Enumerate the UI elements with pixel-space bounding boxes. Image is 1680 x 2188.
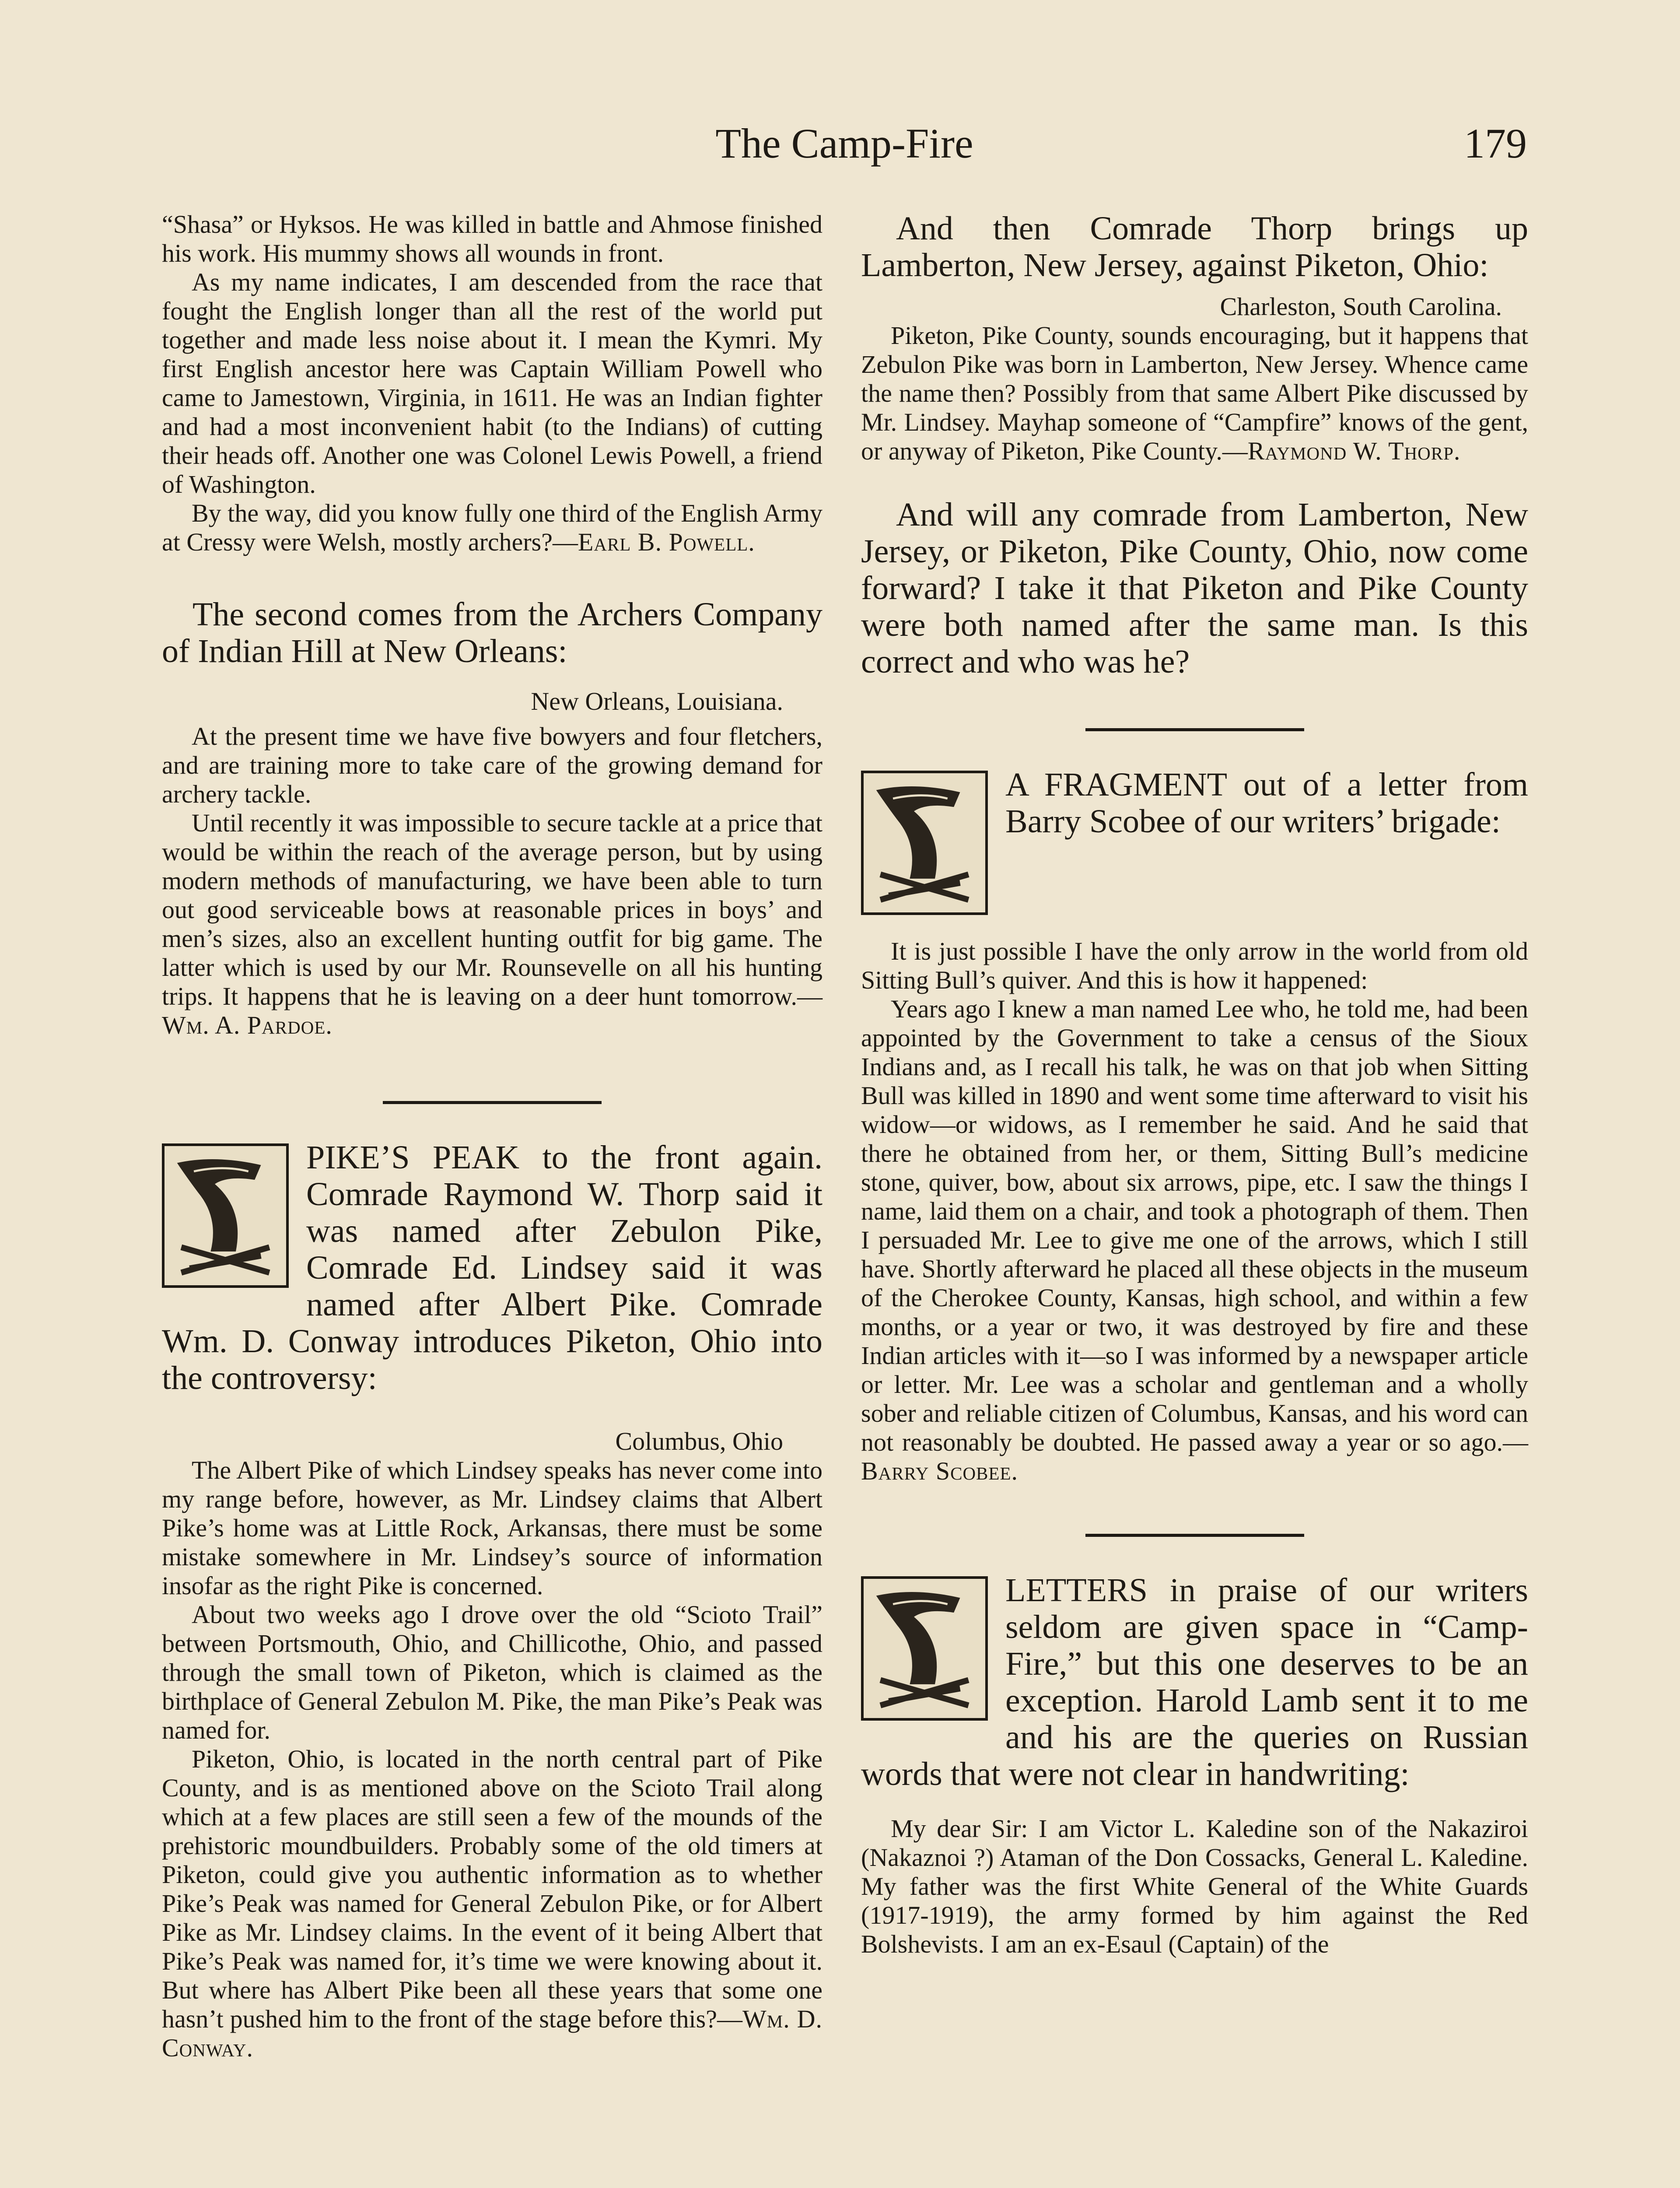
page-header-title: The Camp-Fire bbox=[715, 120, 973, 167]
section-divider bbox=[1085, 1534, 1304, 1537]
paragraph: At the present time we have five bowyers and four fletchers, and are training more to take care of the growing demand for archery tackle. bbox=[162, 722, 822, 808]
dateline: Charleston, South Carolina. bbox=[1220, 292, 1502, 321]
campfire-dropcap-icon bbox=[861, 771, 988, 915]
paragraph: Piketon, Pike County, sounds encouraging, but it happens that Zebulon Pike was born in Lamberton, New Jersey. Whence came the name then? Possibly from that same Albert Pike discussed by Mr. Lindsey. Mayhap someone of “Campfire” knows of the gent, or anyway of Piketon, Pike County.—Raymond W. Thorp. bbox=[861, 321, 1528, 465]
right-column bbox=[861, 210, 1528, 1959]
paragraph: By the way, did you know fully one third of the English Army at Cressy were Welsh, mostly archers?—Earl B. Powell. bbox=[162, 499, 822, 556]
signature: Barry Scobee. bbox=[861, 1457, 1018, 1485]
section-divider bbox=[383, 1101, 602, 1104]
paragraph: Piketon, Ohio, is located in the north central part of Pike County, and is as mentioned above on the Scioto Trail along which at a few places are still seen a few of the mounds of the prehistoric moundbuilders. Probably some of the old timers at Piketon, could give you authentic information as to whether Pike’s Peak was named for General Zebulon Pike, or for Albert Pike as Mr. Lindsey claims. In the event of it being Albert that Pike’s Peak was named for, it’s time we were knowing about it. But where has Albert Pike been all these years that some one hasn’t pushed him to the front of the stage before this?—Wm. D. Conway. bbox=[162, 1745, 822, 2062]
paragraph: The Albert Pike of which Lindsey speaks has never come into my range before, however, as Mr. Lindsey claims that Albert Pike’s home was at Little Rock, Arkansas, there must be some mistake somewhere in Mr. Lindsey’s source of information insofar as the right Pike is concerned. bbox=[162, 1456, 822, 1600]
paragraph: It is just possible I have the only arrow in the world from old Sitting Bull’s quiver. And this is how it happened: bbox=[861, 937, 1528, 994]
campfire-dropcap-icon bbox=[162, 1143, 289, 1288]
paragraph: My dear Sir: I am Victor L. Kaledine son of the Nakaziroi (Nakaznoi ?) Ataman of the Don Cossacks, General L. Kaledine. My father was the first White General of the White Guards (1917-1919), the army formed by him against the Red Bolshevists. I am an ex-Esaul (Captain) of the bbox=[861, 1814, 1528, 1958]
paragraph: “Shasa” or Hyksos. He was killed in battle and Ahmose finished his work. His mummy shows all wounds in front. bbox=[162, 210, 822, 267]
signature: Wm. D. Conway. bbox=[162, 2005, 822, 2062]
page-number: 179 bbox=[1464, 120, 1527, 167]
dateline: Columbus, Ohio bbox=[615, 1427, 783, 1455]
campfire-dropcap-icon bbox=[861, 1576, 988, 1721]
section-intro: The second comes from the Archers Company of Indian Hill at New Orleans: bbox=[162, 596, 822, 670]
section-intro: PIKE’S PEAK to the front again. Comrade Raymond W. Thorp said it was named after Zebulon Pike, Comrade Ed. Lindsey said it was named after Albert Pike. Comrade Wm. D. Conway introduces Piketon, Ohio into the controversy: bbox=[162, 1139, 822, 1396]
section-intro: A FRAGMENT out of a letter from Barry Scobee of our writers’ brigade: bbox=[1005, 766, 1528, 840]
editorial-question: And will any comrade from Lamberton, New Jersey, or Piketon, Pike County, Ohio, now come forward? I take it that Piketon and Pike County were both named after the same man. Is this correct and who was he? bbox=[861, 496, 1528, 680]
paragraph: Years ago I knew a man named Lee who, he told me, had been appointed by the Government to take a census of the Sioux Indians and, as I recall his talk, he was on that job when Sitting Bull was killed in 1890 and went some time afterward to visit his widow—or widows, as I remember he said. And he said that there he obtained from her, or them, Sitting Bull’s medicine stone, quiver, bow, about six arrows, pipe, etc. I saw the things I name, laid them on a chair, and took a photograph of them. Then I persuaded Mr. Lee to give me one of the arrows, which I still have. Shortly afterward he placed all these objects in the museum of the Cherokee County, Kansas, high school, and within a few months, or a year or two, it was destroyed by fire and these Indian articles with it—so I was informed by a newspaper article or letter. Mr. Lee was a scholar and gentleman and a wholly sober and reliable citizen of Columbus, Kansas, and his word can not reasonably be doubted. He passed away a year or so ago.—Barry Scobee. bbox=[861, 995, 1528, 1485]
paragraph: Until recently it was impossible to secure tackle at a price that would be within the reach of the average person, but by using modern methods of manufacturing, we have been able to turn out good serviceable bows at reasonable prices in boys’ and men’s sizes, also an excellent hunting outfit for big game. The latter which is used by our Mr. Rounsevelle on all his hunting trips. It happens that he is leaving on a deer hunt tomorrow.—Wm. A. Pardoe. bbox=[162, 809, 822, 1039]
section-intro: And then Comrade Thorp brings up Lamberton, New Jersey, against Piketon, Ohio: bbox=[861, 210, 1528, 284]
signature: Wm. A. Pardoe. bbox=[162, 1011, 332, 1039]
signature: Raymond W. Thorp. bbox=[1247, 437, 1461, 465]
paragraph: About two weeks ago I drove over the old “Scioto Trail” between Portsmouth, Ohio, and Chillicothe, Ohio, and passed through the small town of Piketon, which is claimed as the birthplace of General Zebulon M. Pike, the man Pike’s Peak was named for. bbox=[162, 1600, 822, 1744]
section-divider bbox=[1085, 728, 1304, 731]
signature: Earl B. Powell. bbox=[578, 528, 755, 556]
dateline: New Orleans, Louisiana. bbox=[531, 687, 783, 715]
section-intro: LETTERS in praise of our writers seldom are given space in “Camp-Fire,” but this one deserves to be an exception. Harold Lamb sent it to me and his are the queries on Russian words that were not clear in handwriting: bbox=[861, 1572, 1528, 1792]
left-column bbox=[162, 210, 822, 2062]
paragraph: As my name indicates, I am descended from the race that fought the English longer than all the rest of the world put together and made less noise about it. I mean the Kymri. My first English ancestor here was Captain William Powell who came to Jamestown, Virginia, in 1611. He was an Indian fighter and had a most inconvenient habit (to the Indians) of cutting their heads off. Another one was Colonel Lewis Powell, a friend of Washington. bbox=[162, 268, 822, 498]
